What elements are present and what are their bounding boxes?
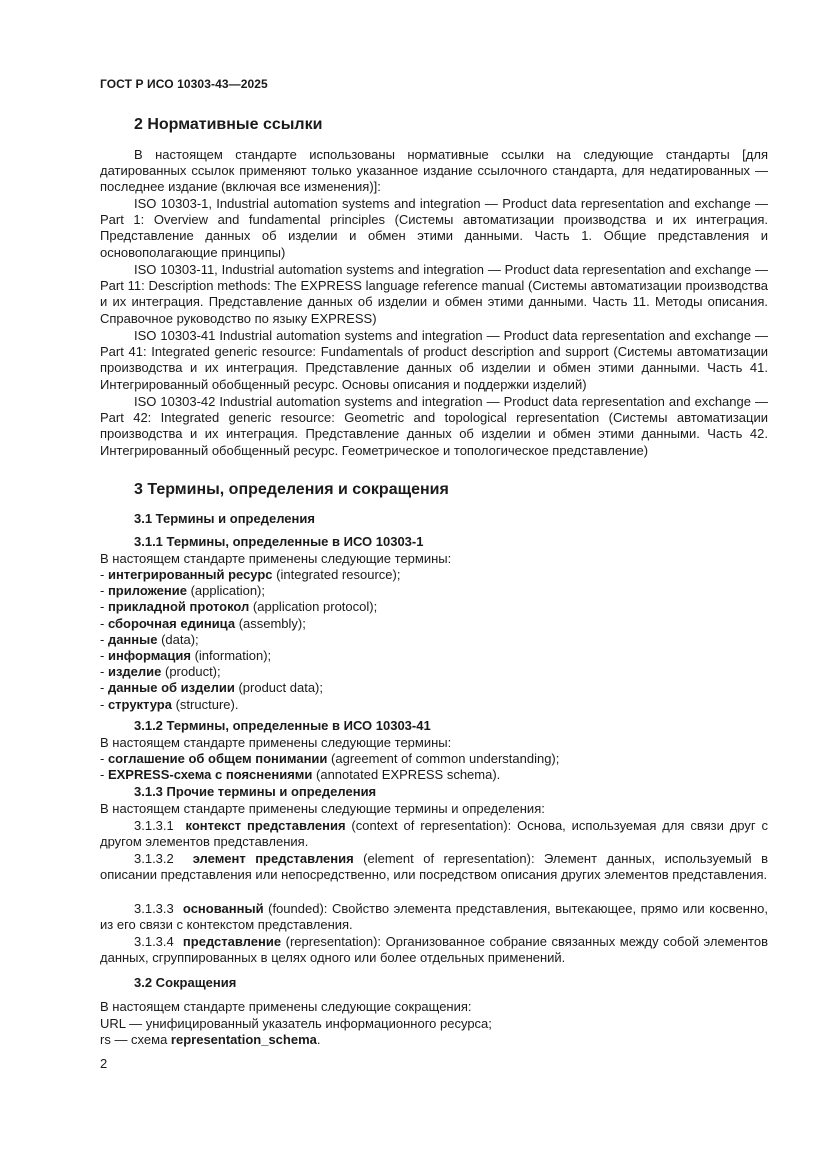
term-bold: интегрированный ресурс (107, 567, 273, 582)
term-bold: приложение (107, 583, 187, 599)
subsection-3-1-3-intro: В настоящем стандарте применены следующие термины и определения: (100, 801, 545, 816)
reference-iso-10303-11: ISO 10303-11, Industrial automation systems and integration — Product data representation and exchange — Part 11: Description methods: The EXPRESS language reference manual (Системы автоматизации производства и их интеграция. Представление данных об изделии и обмен этими данными. Часть 11. Методы описания. Справочное руководство по языку EXPRESS) (100, 262, 768, 326)
term-list-3-1-1 (100, 567, 768, 713)
abbreviation-suffix: . (316, 1032, 321, 1047)
abbreviation-prefix: rs — схема (100, 1032, 171, 1047)
definition-3-1-3-4 (100, 934, 768, 966)
definition-term: контекст представления (185, 818, 346, 833)
subsection-3-1-3-title: 3.1.3 Прочие термины и определения (134, 784, 377, 799)
section-3-title: 3 Термины, определения и сокращения (134, 481, 449, 498)
subsection-3-1-1-intro: В настоящем стандарте применены следующие термины: (100, 551, 452, 566)
definition-term: представление (182, 934, 282, 949)
term-translation: (application); (186, 583, 265, 599)
definition-3-1-3-2 (100, 851, 768, 883)
term-translation: (annotated EXPRESS schema). (312, 767, 501, 783)
list-item: - сборочная единица (assembly); (100, 615, 306, 631)
term-bold: сборочная единица (107, 615, 236, 631)
page-number: 2 (100, 1056, 108, 1071)
definition-text: (founded): Свойство элемента представления, вытекающее, прямо или косвенно, из его связи с контекстом представления. (100, 901, 768, 933)
term-translation: (integrated resource); (272, 567, 401, 582)
reference-iso-10303-41: ISO 10303-41 Industrial automation systems and integration — Product data representation and exchange — Part 41: Integrated generic resource: Fundamentals of product description and support (Системы автоматизации производства и их интеграция. Представление данных об изделии и обмен этими данными. Часть 41. Интегрированный обобщенный ресурс. Основы описания и поддержки изделий) (100, 328, 768, 392)
definition-number: 3.1.3.2 (134, 851, 174, 866)
list-item: - данные об изделии (product data); (100, 680, 323, 696)
term-bold: EXPRESS-схема с пояснениями (107, 767, 313, 783)
definition-text: (element of representation): Элемент данных, используемый в описании представления или непосредственно, или посредством описания других элементов представления. (100, 851, 768, 883)
list-item: - структура (structure). (100, 696, 239, 712)
subsection-3-2-intro: В настоящем стандарте применены следующие сокращения: (100, 999, 472, 1014)
definition-number: 3.1.3.4 (134, 934, 174, 949)
subsection-3-1-title: 3.1 Термины и определения (134, 511, 315, 526)
abbreviation-url: URL — унифицированный указатель информационного ресурса; (100, 1016, 492, 1031)
definition-3-1-3-3 (100, 901, 768, 933)
list-item: - изделие (product); (100, 664, 221, 680)
term-bold: изделие (107, 664, 162, 680)
list-item: - соглашение об общем понимании (agreement of common understanding); (100, 751, 560, 766)
reference-iso-10303-1: ISO 10303-1, Industrial automation systems and integration — Product data representation and exchange — Part 1: Overview and fundamental principles (Системы автоматизации производства и их интеграция. Представление данных об изделии и обмен этими данными. Часть 1. Общие представления и основополагающие принципы) (100, 196, 768, 260)
term-bold: данные об изделии (107, 680, 235, 696)
term-translation: (application protocol); (249, 599, 378, 615)
term-bold: прикладной протокол (107, 599, 250, 615)
document-header-id: ГОСТ Р ИСО 10303-43—2025 (100, 77, 268, 91)
definition-number: 3.1.3.3 (134, 901, 174, 916)
term-list-3-1-2 (100, 751, 768, 783)
term-translation: (product); (161, 664, 221, 680)
term-bold: данные (107, 631, 158, 647)
definition-text: (representation): Организованное собрание связанных между собой элементов данных, сгруппированных в целях одного или более отдельных применений. (100, 934, 768, 966)
list-item: - информация (information); (100, 648, 272, 664)
subsection-3-2-title: 3.2 Сокращения (134, 975, 237, 990)
term-bold: соглашение об общем понимании (107, 751, 328, 766)
definition-text: (context of representation): Основа, используемая для связи друг с другом элементов представления. (100, 818, 768, 850)
term-translation: (agreement of common understanding); (327, 751, 560, 766)
term-translation: (information); (190, 648, 272, 664)
list-item: - прикладной протокол (application protocol); (100, 599, 378, 615)
list-item: - приложение (application); (100, 583, 265, 599)
subsection-3-1-1-title: 3.1.1 Термины, определенные в ИСО 10303-1 (134, 534, 424, 549)
term-translation: (structure). (171, 696, 239, 712)
definition-number: 3.1.3.1 (134, 818, 174, 833)
term-bold: структура (107, 696, 172, 712)
list-item: - интегрированный ресурс (integrated resource); (100, 567, 401, 582)
section-2-title: 2 Нормативные ссылки (134, 116, 323, 133)
term-translation: (data); (157, 631, 199, 647)
definition-term: основанный (182, 901, 264, 916)
reference-iso-10303-42: ISO 10303-42 Industrial automation systems and integration — Product data representation and exchange — Part 42: Integrated generic resource: Geometric and topological representation (Системы автоматизации производства и их интеграция. Представление данных об изделии и обмен этими данными. Часть 42. Интегрированный обобщенный ресурс. Геометрическое и топологическое представление) (100, 394, 768, 458)
term-bold: информация (107, 648, 191, 664)
definition-3-1-3-1 (100, 818, 768, 850)
definition-term: элемент представления (192, 851, 354, 866)
abbreviation-term: representation_schema (170, 1032, 317, 1047)
term-translation: (product data); (234, 680, 323, 696)
term-translation: (assembly); (235, 615, 306, 631)
list-item: - данные (data); (100, 631, 199, 647)
abbreviation-rs (100, 1032, 768, 1048)
list-item: - EXPRESS-схема с пояснениями (annotated EXPRESS schema). (100, 767, 501, 783)
subsection-3-1-2-title: 3.1.2 Термины, определенные в ИСО 10303-41 (134, 718, 431, 733)
subsection-3-1-2-intro: В настоящем стандарте применены следующие термины: (100, 735, 452, 750)
section-2-paragraph: В настоящем стандарте использованы нормативные ссылки на следующие стандарты [для датированных ссылок применяют только указанное издание ссылочного стандарта, для недатированных — последнее издание (включая все изменения)]: (100, 147, 768, 195)
